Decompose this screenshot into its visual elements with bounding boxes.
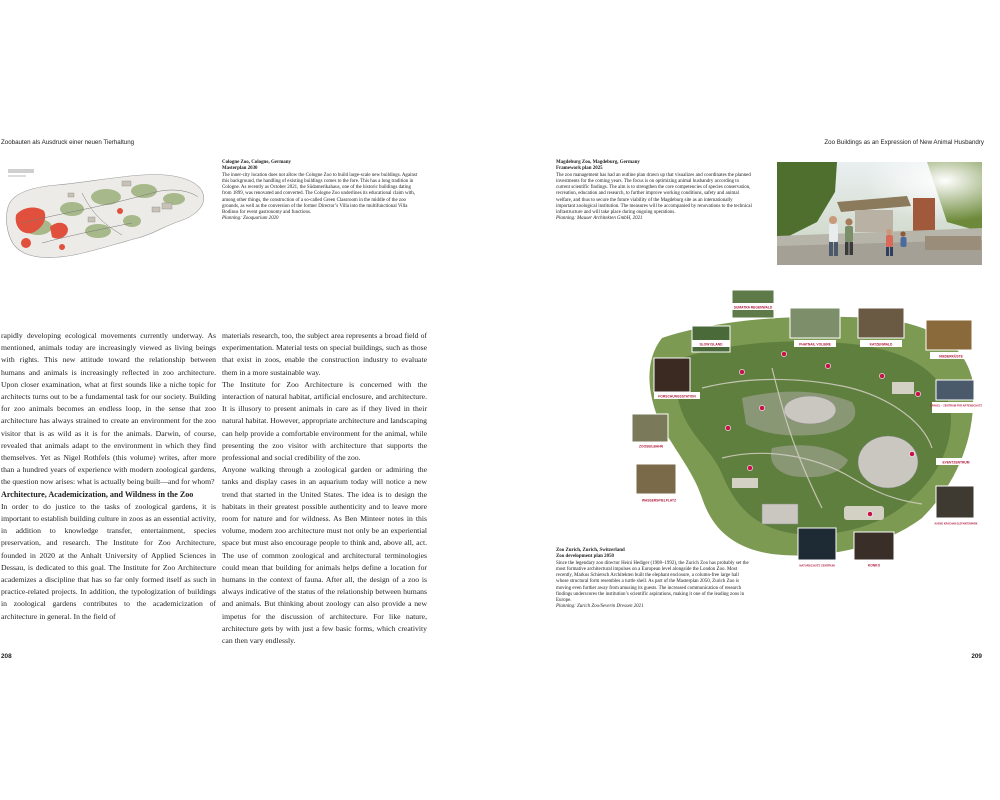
map-label-sumatra: SUMATRA REGENWALD	[733, 305, 773, 310]
page-number-right: 209	[971, 653, 982, 660]
body-column-left	[1, 330, 216, 623]
caption-zurich-body: Since the legendary zoo director Heini Hediger (1908–1992), the Zurich Zoo has probably set the most formative architectural impulses on a European level alongside the London Zoo. Most recently, Markus Schietsch Architekten built the elephant enclosure, a column-free large hall whose structural form resembles a turtle shell. As part of the Masterplan 2050, Zurich Zoo is moving even further away from amusing its guests. The increased communication of research findings underscores the institution’s scientific aspirations, making it one of the leading zoos in Europe.	[556, 560, 749, 603]
map-label-eventzentrum: EVENTZENTRUM	[942, 460, 970, 465]
running-head-right: Zoo Buildings as an Expression of New Animal Husbandry	[824, 139, 984, 146]
caption-magdeburg-title: Magdeburg Zoo, Magdeburg, Germany	[556, 160, 640, 165]
body-right-paragraph-2: The Institute for Zoo Architecture is concerned with the interaction of natural habitat, artificial enclosure, and architecture. It is illusory to present animals in care as if they lived in their natural habitat. However, appropriate architecture and landscaping can help provide a comfortable environment for the animal, while presenting the zoo visitor with architecture that supports the professional and social credibility of the zoo.	[222, 379, 427, 463]
map-label-konko: KONKO	[867, 563, 881, 568]
magdeburg-rendering-photo	[777, 162, 982, 265]
caption-cologne-body: The inner-city location does not allow the Cologne Zoo to build large-scale new buildings. Against this background, the handling of existing buildings comes to the fore. This has a long tradition in Cologne. As recently as October 2021, the Südamerikahaus, one of the historic buildings dating from 1899, was renovated and converted. The Cologne Zoo underlines its educational claim with, among other things, the construction of a so-called Green Classroom in the middle of the zoo grounds, as well as the conversion of the former Director’s Villa into the multifunctional Villa Bodinus for event gastronomy and functions.	[222, 172, 418, 215]
caption-cologne-credit: Planning: Zooquarium 2020	[222, 216, 279, 222]
body-column-right	[222, 330, 427, 647]
map-label-gravel: GRAVEL – ZENTRUM FÜR ARTENSCHUTZ	[929, 404, 982, 408]
caption-zurich-title: Zoo Zurich, Zurich, Switzerland	[556, 548, 625, 553]
map-label-niederkueste: NIEDERKÜSTE	[939, 354, 963, 359]
caption-cologne-subtitle: Masterplan 2030	[222, 166, 258, 172]
map-label-katzenwald: KATZENWALD	[869, 342, 893, 347]
section-heading-architecture: Architecture, Academicization, and Wildness in the Zoo	[1, 489, 194, 499]
body-right-paragraph-1: materials research, too, the subject area represents a broad field of experimentation. Material tests on special buildings, such as those that exist in zoos, enable the construction industry to evaluate them in a more sustainable way.	[222, 331, 427, 377]
running-head-left: Zoobauten als Ausdruck einer neuen Tierhaltung	[1, 139, 135, 146]
body-right-paragraph-3: Anyone walking through a zoological garden or admiring the tanks and display cases in an aquarium today will notice a new trend that started in the United States. The idea is to design the habitats in their greatest possible authenticity and to leave more room for nature and for wildness. As Ben Minteer notes in this volume, modern zoo architecture must not only be an experiential space but must also encourage people to think and, above all, act. The use of common zoological and architectural terminologies could mean that building for animals helps define a location for humans in the context of fauna. After all, the design of a zoo is always indicative of the status of the relationship between humans and animals. But thinking about zoology can also provide a new impetus for the discussion of architecture. For like nature, architecture gets by with just a few basic forms, which creativity can then vary endlessly.	[222, 465, 427, 646]
body-left-paragraph-2: In order to do justice to the tasks of zoological gardens, it is important to establish building culture in zoos as an essential activity, in addition to knowledge transfer, entertainment, species preservation, and research. The Institute for Zoo Architecture, founded in 2020 at the Anhalt University of Applied Sciences in Dessau, is dedicated to this goal. The Institute for Zoo Architecture academizes a discipline that has so far only formed itself as such in practice-related projects. In addition, the typologization of buildings in zoological gardens contributes to the academicization of architecture in general. In the field of	[1, 501, 216, 621]
caption-zurich-subtitle: Zoo development plan 2050	[556, 554, 615, 560]
caption-magdeburg-body: The zoo management has had an outline plan drawn up that visualizes and coordinates the planned investments for the coming years. The focus is on optimizing animal husbandry according to current scientific findings. The aim is to strengthen the core competencies of species conservation, recreation, education and research, to further improve working conditions, safety and animal welfare, and thus to secure the future viability of the Magdeburg site as an internationally important zoological institution. The measures will be accompanied by renovations to the technical infrastructure and will take place during ongoing operations.	[556, 172, 752, 215]
map-label-wasserspielplatz: WASSERSPIELPLATZ	[641, 498, 677, 503]
body-left-paragraph-1: rapidly developing ecological movements currently underway. As mentioned, animals today are increasingly viewed as living beings with rights. This new attitude toward the relationship between humans and animals is increasingly reflected in zoo architecture. Upon closer examination, what at first sounds like a niche topic for architects turns out to be a fundamental task for our society. Building for zoo animals becomes an endless loop, in the sense that zoo architecture has always strained to create an environment for the zoo visitor that is as wild as it is for the animals. Darwin, of course, revealed that animals adapt to the environment in which they find themselves. Yet as Nigel Rothfels (this volume) writes, after more than a hundred years of experience with modern zoological gardens, the question now arises: what is actually being built—and for whom?	[1, 331, 216, 487]
cologne-masterplan-drawing	[2, 163, 214, 268]
map-label-kaeng-krachan: KAENG KRACHAN ELEFANTENPARK	[934, 522, 978, 526]
map-label-naturschutz: NATURSCHUTZ ZENTRUM	[799, 563, 835, 568]
zurich-map-drawing	[622, 278, 982, 576]
zurich-zoo-development-map	[622, 278, 982, 576]
cologne-zoo-plan-figure	[2, 163, 214, 268]
map-label-forschung: FORSCHUNGSSTATION	[658, 394, 696, 399]
caption-magdeburg-credit: Planning: Mauser Architekten GmbH, 2021	[556, 216, 643, 222]
caption-magdeburg-subtitle: Framework plan 2025	[556, 166, 603, 172]
map-label-phatnail: PHATNAIL VOLIERE	[799, 342, 831, 347]
page-number-left: 208	[1, 653, 12, 660]
caption-cologne-title: Cologne Zoo, Cologne, Germany	[222, 160, 291, 165]
caption-cologne	[222, 160, 420, 223]
map-label-slow-island: SLOW ISLAND	[699, 342, 723, 347]
magdeburg-visitors-illustration	[777, 162, 982, 265]
caption-zurich	[556, 548, 752, 611]
caption-magdeburg	[556, 160, 752, 223]
map-label-zoobahn: ZOOSEILBAHN	[639, 444, 663, 449]
caption-zurich-credit: Planning: Zurich Zoo/Severin Dressen 2021	[556, 604, 644, 610]
